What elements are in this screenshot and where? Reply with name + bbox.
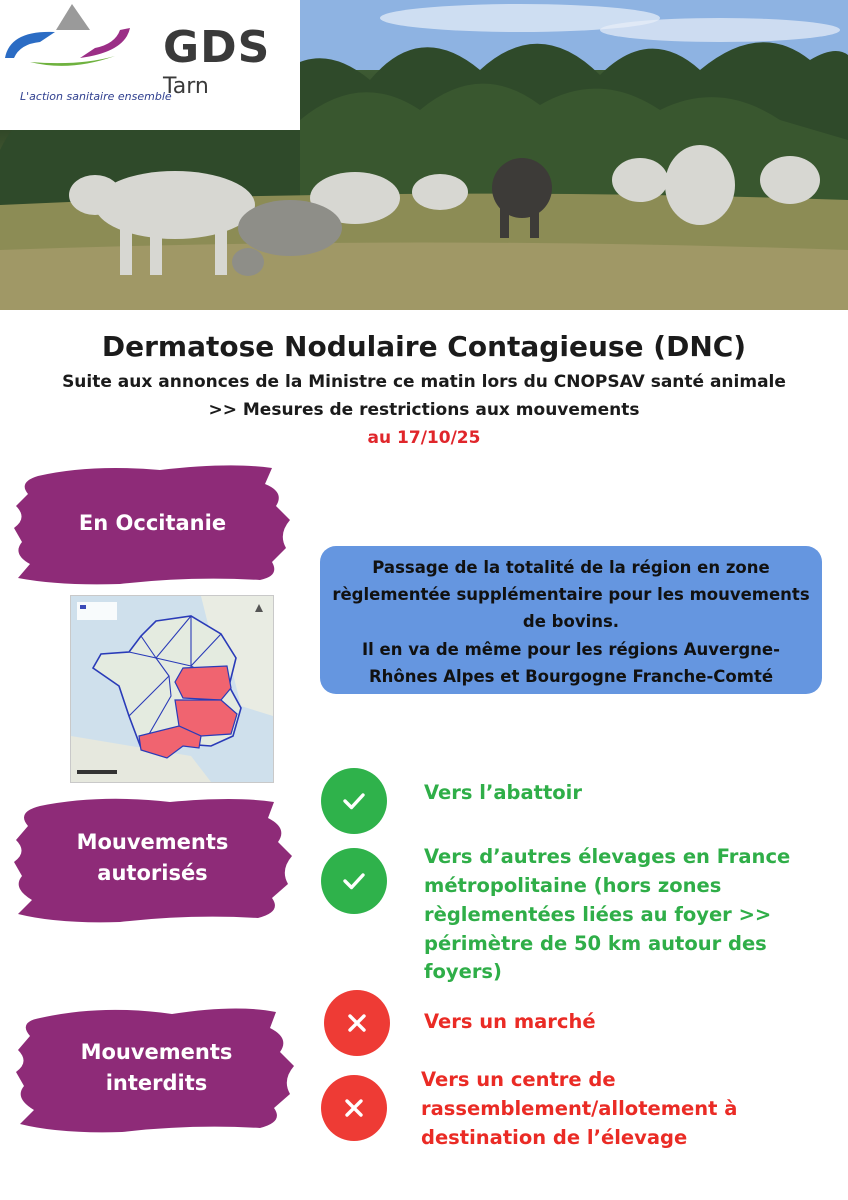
- date-label: au 17/10/25: [367, 428, 481, 448]
- check-circle-icon: [321, 768, 387, 834]
- logo-name: GDS: [163, 22, 271, 73]
- page-title: Dermatose Nodulaire Contagieuse (DNC): [101, 330, 747, 363]
- forbidden-item: Vers un centre de rassemblement/allotement à destination de l’élevage: [421, 1068, 738, 1149]
- forbidden-item: Vers un marché: [424, 1010, 596, 1033]
- zone-info-text-2: Il en va de même pour les régions Auvergne-Rhônes Alpes et Bourgogne Franche-Comté: [362, 639, 780, 686]
- zone-info-text-1: Passage de la totalité de la région en zone règlementée supplémentaire pour les mouvements de bovins.: [332, 558, 810, 632]
- banner-authorized-movements: [10, 790, 295, 925]
- banner-occitanie-label: En Occitanie: [78, 510, 227, 535]
- authorized-item: Vers d’autres élevages en France métropolitaine (hors zones règlementées liées au foyer >> périmètre de 50 km autour des foyers): [424, 845, 791, 984]
- measures-heading: >> Mesures de restrictions aux mouvements: [208, 400, 640, 420]
- logo-tagline: L'action sanitaire ensemble: [20, 90, 172, 103]
- map-region-bourgogne: [175, 666, 231, 700]
- banner-authorized-label: Mouvements autorisés: [76, 830, 229, 885]
- page-subtitle: Suite aux annonces de la Ministre ce matin lors du CNOPSAV santé animale: [62, 372, 786, 392]
- cross-circle-icon: [324, 990, 390, 1056]
- banner-forbidden-movements: [14, 1000, 299, 1135]
- logo-region: Tarn: [163, 74, 209, 99]
- france-regions-map: [70, 595, 274, 783]
- hero-photo: [0, 0, 848, 310]
- gds-logo-icon: [0, 0, 135, 72]
- banner-occitanie: [10, 458, 295, 588]
- check-circle-icon: [321, 848, 387, 914]
- logo-panel: [0, 0, 300, 130]
- authorized-item: Vers l’abattoir: [424, 781, 582, 804]
- zone-info-box: [320, 546, 822, 694]
- banner-forbidden-label: Mouvements interdits: [80, 1040, 233, 1095]
- cross-circle-icon: [321, 1075, 387, 1141]
